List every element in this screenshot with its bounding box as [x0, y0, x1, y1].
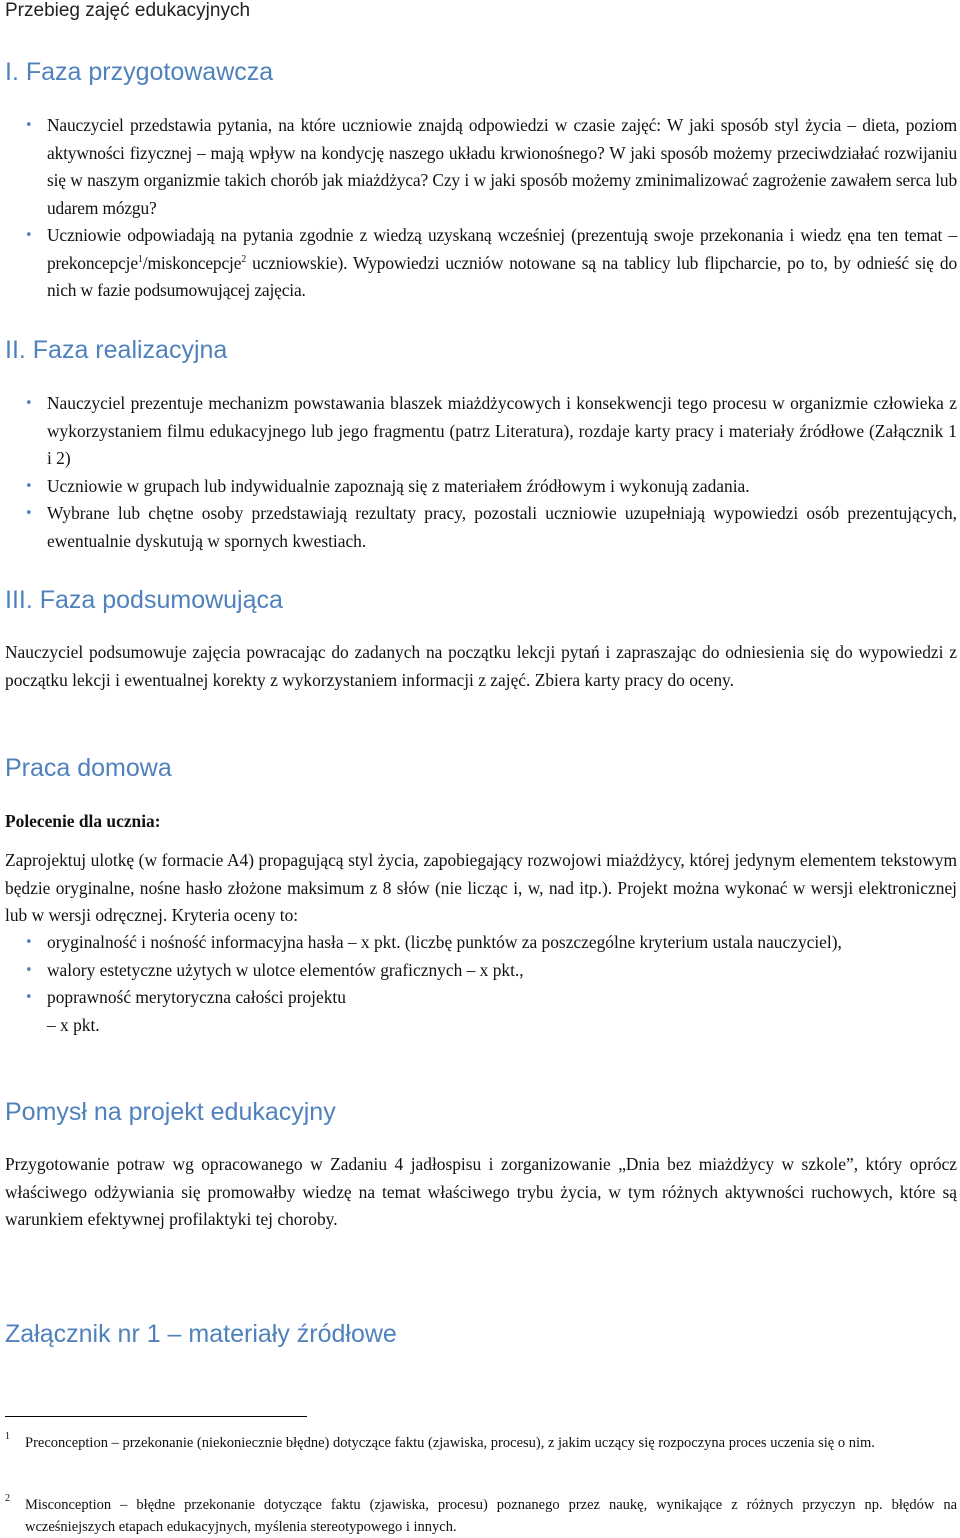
homework-heading: Praca domowa: [5, 754, 172, 782]
bullet-icon: •: [25, 990, 33, 1005]
section-1-list: [5, 112, 957, 305]
list-item: • Nauczyciel prezentuje mechanizm powstawania blaszek miażdżycowych i konsekwencji tego procesu w organizmie człowieka z wykorzystaniem filmu edukacyjnego lub jego fragmentu (patrz Literatura), rozdaje karty pracy i materiały źródłowe (Załącznik 1 i 2): [5, 390, 957, 473]
list-item: • poprawność merytoryczna całości projektu: [5, 984, 957, 1012]
homework-subheading: Polecenie dla ucznia:: [5, 811, 161, 831]
appendix-heading: Załącznik nr 1 – materiały źródłowe: [5, 1320, 397, 1348]
homework-paragraph: Zaprojektuj ulotkę (w formacie A4) propagującą styl życia, zapobiegający rozwojowi miażdżycy, której jedynym elementem tekstowym będzie oryginalne, nośne hasło złożone maksimum z 8 słów (nie licząc i, w, nad itp.). Projekt można wykonać w wersji elektronicznej lub w wersji odręcznej. Kryteria oceny to:: [5, 850, 957, 925]
section-heading-2: II. Faza realizacyjna: [5, 336, 228, 364]
list-item: • walory estetyczne użytych w ulotce elementów graficznych – x pkt.,: [5, 957, 957, 985]
bullet-icon: •: [25, 478, 33, 494]
footnote-ref-1: 1: [137, 253, 143, 265]
bullet-icon: •: [25, 935, 33, 950]
project-paragraph: Przygotowanie potraw wg opracowanego w Zadaniu 4 jadłospisu i zorganizowanie „Dnia bez miażdżycy w szkole”, który oprócz właściwego odżywiania się promowałby wiedzę na temat właściwego trybu życia, w tym różnych aktywności ruchowych, które są warunkiem efektywnej profilaktyki tej choroby.: [5, 1154, 957, 1229]
list-item: • Wybrane lub chętne osoby przedstawiają rezultaty pracy, pozostali uczniowie uzupełniają wypowiedzi osób prezentujących, ewentualnie dyskutują w spornych kwestiach.: [5, 500, 957, 555]
bullet-icon: •: [25, 962, 33, 978]
footnote-divider: [5, 1416, 307, 1417]
footnote-ref-2: 2: [241, 253, 247, 265]
footnote-2: 2 Misconception – błędne przekonanie dotyczące faktu (zjawiska, procesu) poznanego przez naukę, wynikające z różnych przyczyn np. błędów na wcześniejszych etapach edukacyjnych, myślenia stereotypowego i innych.: [5, 1493, 957, 1535]
section-2-list: [5, 390, 957, 555]
project-heading: Pomysł na projekt edukacyjny: [5, 1098, 336, 1126]
list-item: • Nauczyciel przedstawia pytania, na które uczniowie znajdą odpowiedzi w czasie zajęć: W jaki sposób styl życia – dieta, poziom aktywności fizycznej – mają wpływ na kondycję naszego układu krwionośnego? W jaki sposób możemy przeciwdziałać rozwijaniu się w naszym organizmie takich chorób jak miażdżyca? Czy i w jaki sposób możemy zminimalizować zagrożenie zawałem serca lub udarem mózgu?: [5, 112, 957, 222]
summary-paragraph: Nauczyciel podsumowuje zajęcia powracając do zadanych na początku lekcji pytań i zapraszając do odniesienia się do wypowiedzi z początku lekcji i ewentualnej korekty z wykorzystaniem informacji z zajęć. Zbiera karty pracy do oceny.: [5, 642, 957, 690]
page-title: Przebieg zajęć edukacyjnych: [5, 0, 251, 21]
list-item: • oryginalność i nośność informacyjna hasła – x pkt. (liczbę punktów za poszczególne kryterium ustala nauczyciel),: [5, 929, 957, 957]
bullet-icon: •: [25, 506, 33, 521]
bullet-icon: •: [25, 118, 33, 133]
footnote-1: 1 Preconception – przekonanie (niekoniecznie błędne) dotyczące faktu (zjawiska, procesu), z jakim uczący się rozpoczyna proces uczenia się o nim.: [5, 1431, 875, 1451]
list-item: • Uczniowie w grupach lub indywidualnie zapoznają się z materiałem źródłowym i wykonują zadania.: [5, 473, 957, 501]
bullet-icon: •: [25, 228, 33, 243]
criteria-list: [5, 929, 957, 1039]
bullet-icon: •: [25, 396, 33, 411]
list-item: • Uczniowie odpowiadają na pytania zgodnie z wiedzą uzyskaną wcześniej (prezentują swoje przekonania i wiedz ęna ten temat – prekoncepcje$^1$/miskoncepcje$^2$ uczniowskie). Wypowiedzi uczniów notowane są na tablicy lub flipcharcie, po to, by odnieść się do nich w fazie podsumowującej zajęcia.: [5, 222, 957, 305]
section-heading-1: I. Faza przygotowawcza: [5, 58, 274, 86]
section-heading-3: III. Faza podsumowująca: [5, 586, 283, 614]
list-item: – x pkt.: [47, 1014, 100, 1035]
